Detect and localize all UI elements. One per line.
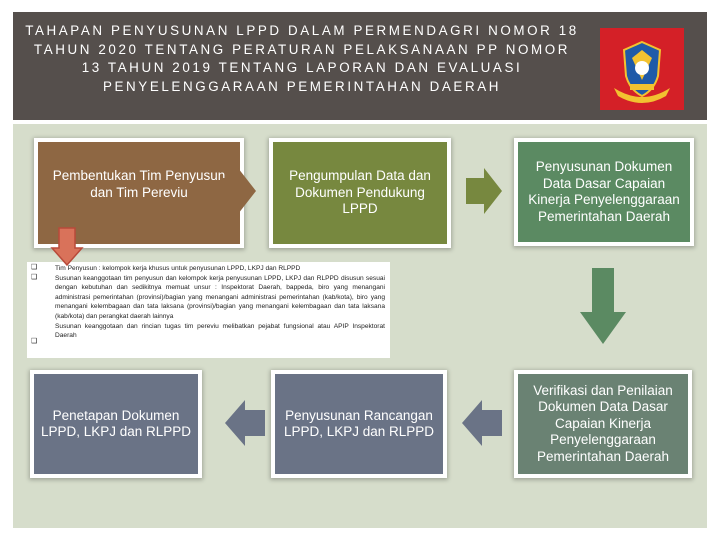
- step-label: Penetapan Dokumen LPPD, LKPJ dan RLPPD: [40, 407, 192, 439]
- note-item: Susunan keanggotaan tim penyusun dan kelompok kerja penyusunan LPPD, LKPJ dan RLPPD disusun sesuai dengan kebutuhan dan sedikitnya memuat unsur : Inspektorat Daerah, bappeda, biro yang menangani administrasi pemerintahan (provinsi)/bagian yang menangani administrasi pemerintahan (kab/kota), biro yang menangani kelembagaan dan tata laksana (provinsi)/bagian yang menangani kelembagaan dan tata laksana (kab/kota) dan perangkat daerah lainnya: [55, 274, 385, 320]
- page-title: TAHAPAN PENYUSUNAN LPPD DALAM PERMENDAGRI NOMOR 18 TAHUN 2020 TENTANG PERATURAN PELAKSANAAN PP NOMOR 13 TAHUN 2019 TENTANG LAPORAN DAN EVALUASI PENYELENGGARAAN PEMERINTAHAN DAERAH: [25, 23, 579, 94]
- arrow-down-icon: [580, 268, 626, 344]
- kemendagri-logo: [600, 28, 684, 110]
- checkbox-bullet-icon: ❑: [31, 274, 38, 281]
- arrow-right-icon: [220, 168, 258, 214]
- arrow-left-icon: [225, 400, 265, 446]
- notes-box: [27, 262, 390, 358]
- checkbox-bullet-icon: ❑: [31, 264, 38, 271]
- callout-arrow-down-icon: [52, 228, 82, 266]
- note-item: Tim Penyusun : kelompok kerja khusus untuk penyusunan LPPD, LKPJ dan RLPPD: [55, 265, 301, 272]
- step-penyusunan-rancangan: [275, 374, 443, 474]
- step-penetapan-dokumen: [34, 374, 198, 474]
- checkbox-bullet-icon: ❑: [31, 338, 38, 345]
- arrow-right-icon: [466, 168, 504, 214]
- step-label: Penyusunan Dokumen Data Dasar Capaian Kinerja Penyelenggaraan Pemerintahan Daerah: [528, 159, 680, 224]
- step-pengumpulan-data: [273, 142, 447, 244]
- step-label: Verifikasi dan Penilaian Dokumen Data Dasar Capaian Kinerja Penyelenggaraan Pemerintahan Daerah: [533, 382, 673, 464]
- step-label: Pembentukan Tim Penyusun dan Tim Pereviu: [52, 168, 226, 200]
- arrow-left-icon: [462, 400, 502, 446]
- step-label: Penyusunan Rancangan LPPD, LKPJ dan RLPPD: [283, 407, 435, 439]
- step-label: Pengumpulan Data dan Dokumen Pendukung LPPD: [289, 168, 431, 216]
- step-penyusunan-dokumen-data-dasar: [518, 142, 690, 242]
- note-item: Susunan keanggotaan dan rincian tugas tim pereviu melibatkan pejabat fungsional atau APIP Inspektorat Daerah: [55, 322, 385, 340]
- step-verifikasi-penilaian: [518, 374, 688, 474]
